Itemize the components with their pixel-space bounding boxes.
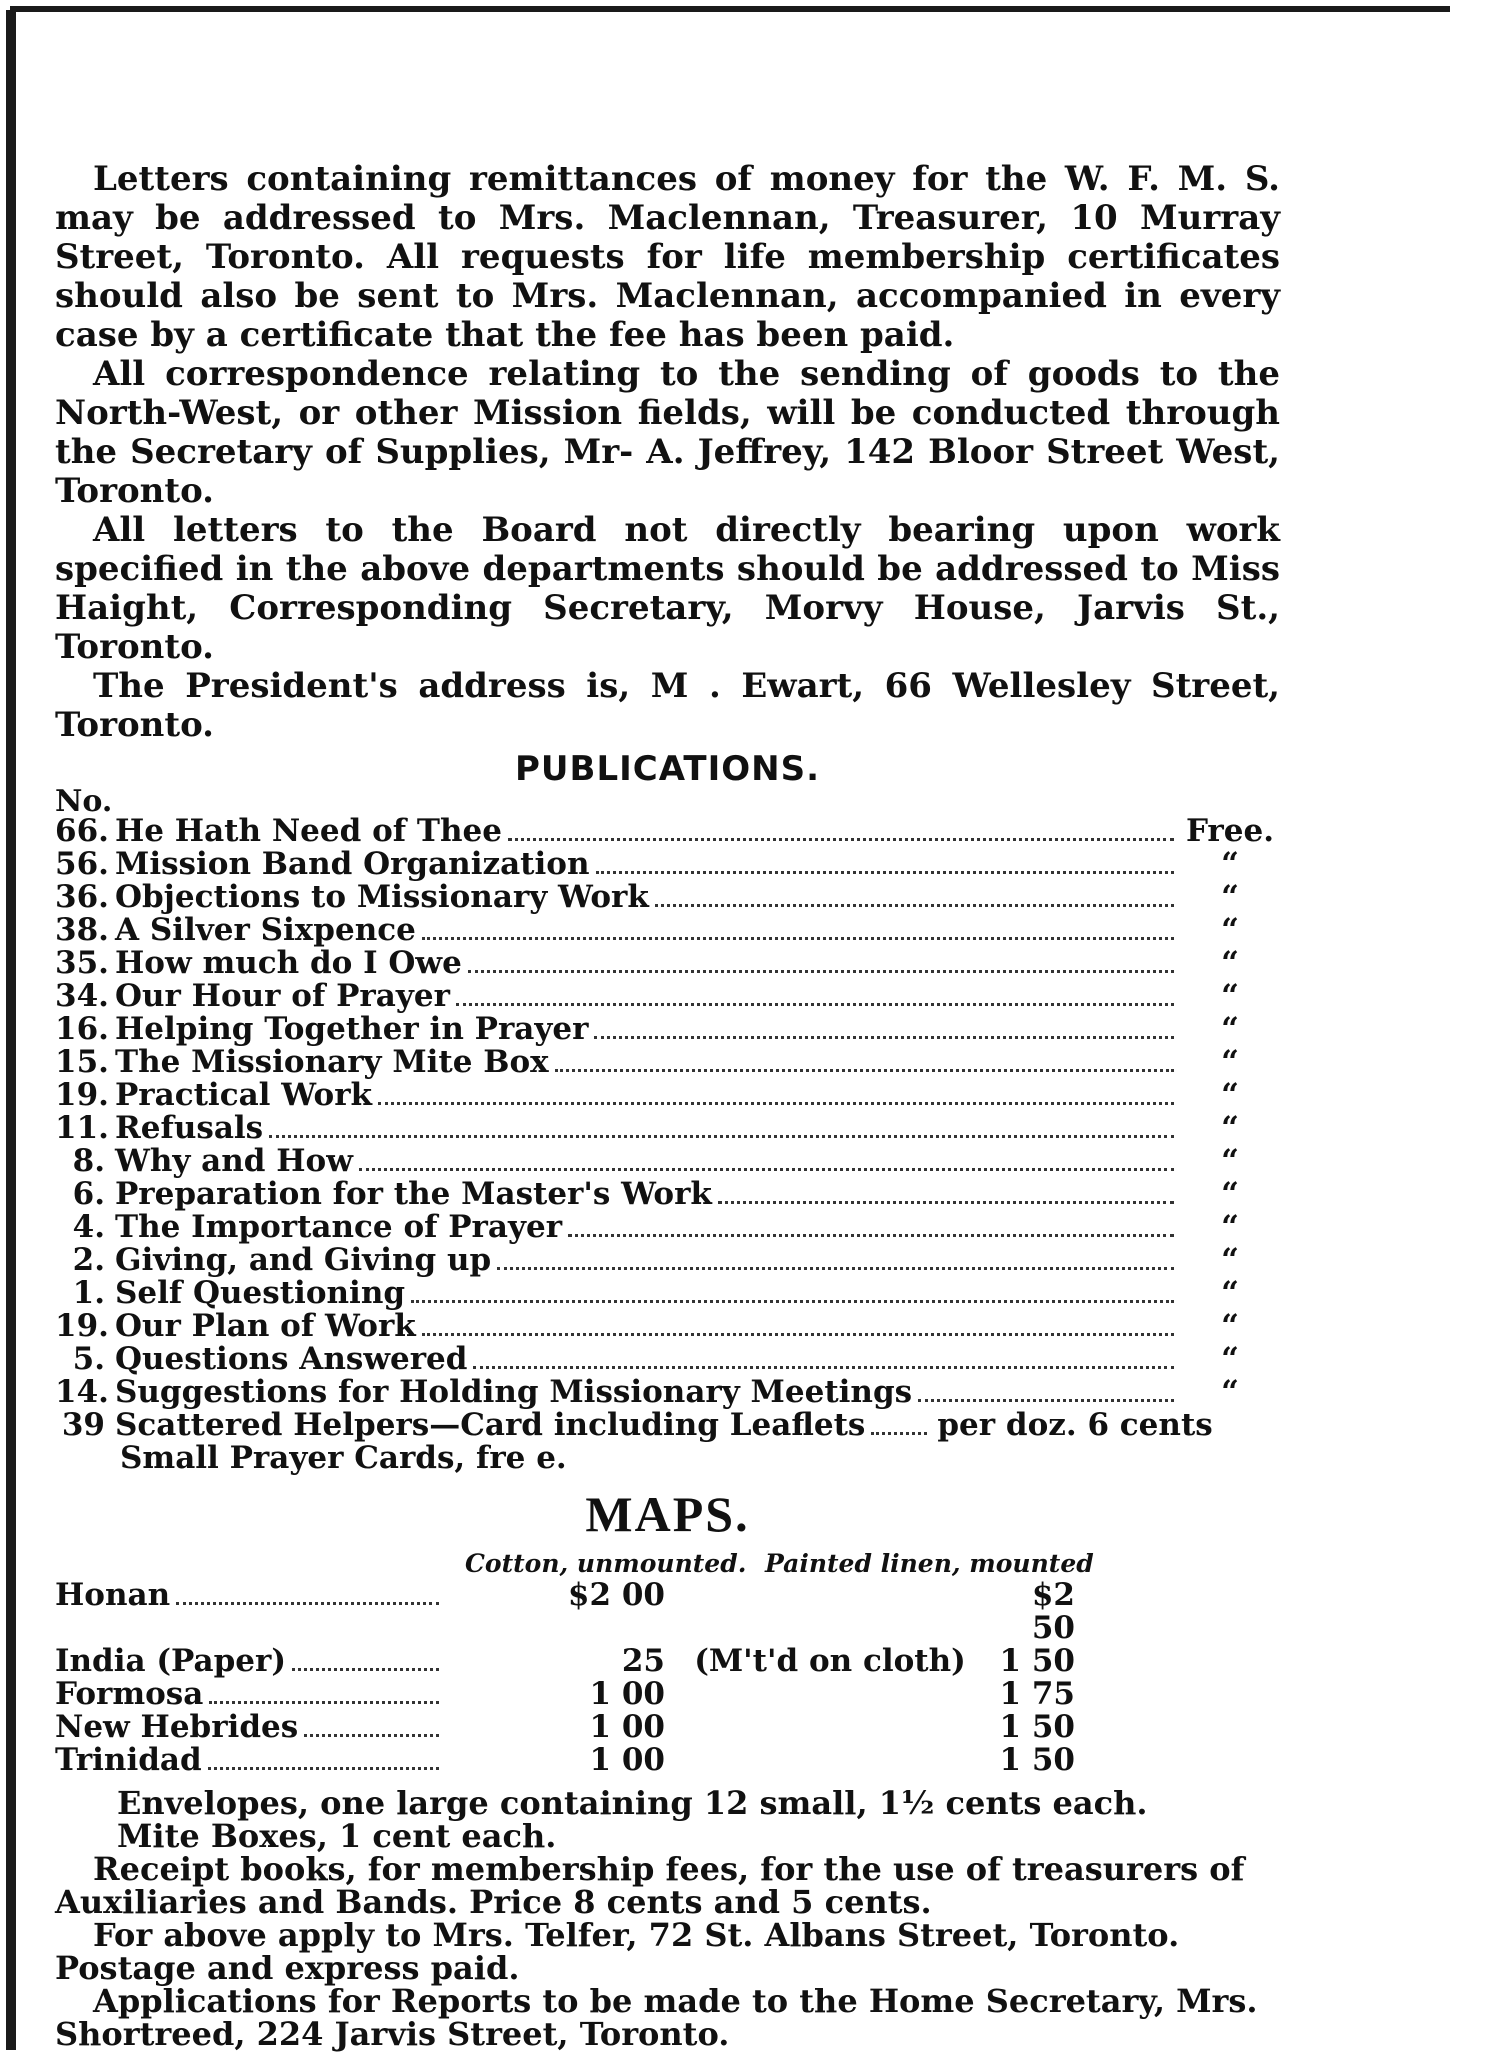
publication-number: 4.	[72, 1209, 105, 1245]
publication-price: “	[1221, 1044, 1239, 1080]
notes-section	[55, 1784, 1280, 2053]
publications-title: PUBLICATIONS.	[515, 749, 820, 789]
publication-number: 16.	[55, 1011, 109, 1047]
dot-leader	[359, 1168, 1174, 1171]
publication-item	[55, 815, 1280, 848]
dot-leader	[718, 1201, 1174, 1204]
publication-title: Questions Answered	[115, 1341, 468, 1377]
maps-table	[55, 1579, 1280, 1777]
publication-number: 56.	[55, 846, 109, 882]
publication-price: “	[1221, 1374, 1239, 1410]
publication-item	[55, 1145, 1280, 1178]
dot-leader	[422, 1333, 1174, 1336]
intro-paragraph-board: All letters to the Board not directly bearing upon work specified in the above departments should be addressed to Miss Haight, Corresponding Secretary, Morvy House, Jarvis St., Toronto.	[55, 510, 1280, 667]
map-name-cell	[55, 1645, 445, 1678]
publication-price: “	[1221, 846, 1239, 882]
maps-title: MAPS.	[585, 1486, 750, 1542]
publication-item	[55, 1013, 1280, 1046]
dot-leader	[918, 1399, 1174, 1402]
dot-leader	[411, 1300, 1174, 1303]
intro-paragraph-president: The President's address is, M . Ewart, 66 Wellesley Street, Toronto.	[55, 666, 1280, 745]
publication-number: 14.	[55, 1374, 109, 1410]
publication-price: “	[1221, 945, 1239, 981]
map-cotton-price: 1 00	[589, 1709, 665, 1745]
map-cotton-price: 1 00	[589, 1676, 665, 1712]
publication-title: Mission Band Organization	[115, 846, 590, 882]
publication-price: “	[1221, 1110, 1239, 1146]
dot-leader	[208, 1767, 439, 1770]
publication-item	[55, 1343, 1280, 1376]
publication-item-39	[55, 1409, 1280, 1442]
publication-number: 66.	[55, 813, 109, 849]
maps-col-linen: Painted linen, mounted	[765, 1549, 1094, 1578]
dot-leader	[176, 1602, 439, 1605]
map-linen-price: 1 50	[999, 1709, 1075, 1745]
publication-item	[55, 947, 1280, 980]
publication-item	[55, 1310, 1280, 1343]
publication-title: The Missionary Mite Box	[115, 1044, 549, 1080]
publication-number: 2.	[72, 1242, 105, 1278]
map-name: Trinidad	[55, 1742, 202, 1778]
publication-title: He Hath Need of Thee	[115, 813, 502, 849]
publication-title: Why and How	[115, 1143, 353, 1179]
publication-price: “	[1221, 1275, 1239, 1311]
publication-item	[55, 1178, 1280, 1211]
publication-title: Refusals	[115, 1110, 264, 1146]
intro-paragraph-treasurer: Letters containing remittances of money for the W. F. M. S. may be addressed to Mrs. Maclennan, Treasurer, 10 Murray Street, Toronto. All requests for life membership certificates should also be sent to Mrs. Maclennan, accompanied in every case by a certificate that the fee has been paid.	[55, 159, 1280, 355]
map-linen-price: 1 50	[999, 1643, 1075, 1679]
dot-leader	[269, 1135, 1174, 1138]
dot-leader	[568, 1234, 1174, 1237]
map-row	[55, 1645, 1280, 1678]
publication-title: Giving, and Giving up	[115, 1242, 492, 1278]
dot-leader	[508, 838, 1174, 841]
apply-note: For above apply to Mrs. Telfer, 72 St. Albans Street, Toronto. Postage and express paid.	[55, 1916, 1180, 1987]
map-row	[55, 1678, 1280, 1711]
map-name: Honan	[55, 1577, 171, 1613]
publication-price: “	[1221, 1341, 1239, 1377]
map-cotton-price: 25	[621, 1643, 665, 1679]
publication-item	[55, 1079, 1280, 1112]
dot-leader	[378, 1102, 1174, 1105]
map-name-cell	[55, 1678, 445, 1711]
publication-price: “	[1221, 1077, 1239, 1113]
publication-price: “	[1221, 978, 1239, 1014]
map-name-cell	[55, 1711, 445, 1744]
publication-number: 5.	[72, 1341, 105, 1377]
publication-price: “	[1221, 879, 1239, 915]
dot-leader	[292, 1668, 439, 1671]
publication-price: “	[1221, 1011, 1239, 1047]
publication-number: 36.	[55, 879, 109, 915]
publication-title: Suggestions for Holding Missionary Meetings	[115, 1374, 913, 1410]
map-row	[55, 1711, 1280, 1744]
map-name-cell	[55, 1579, 445, 1612]
publication-price: per doz. 6 cents	[937, 1407, 1213, 1443]
map-name: India (Paper)	[55, 1643, 287, 1679]
publication-number: 11.	[55, 1110, 109, 1146]
map-cotton-price: 1 00	[589, 1742, 665, 1778]
publication-item	[55, 1211, 1280, 1244]
dot-leader	[209, 1701, 439, 1704]
publication-item	[55, 1112, 1280, 1145]
publication-number: 8.	[72, 1143, 105, 1179]
dot-leader	[871, 1432, 927, 1435]
publication-number: 35.	[55, 945, 109, 981]
publication-number: 34.	[55, 978, 109, 1014]
publication-number: 15.	[55, 1044, 109, 1080]
publication-title: Preparation for the Master's Work	[115, 1176, 712, 1212]
dot-leader	[497, 1267, 1174, 1270]
dot-leader	[456, 1003, 1174, 1006]
publications-no-label: No.	[55, 784, 113, 819]
publication-number: 38.	[55, 912, 109, 948]
intro-section	[55, 160, 1280, 745]
publication-item	[55, 1376, 1280, 1409]
maps-col-cotton: Cotton, unmounted.	[465, 1549, 747, 1578]
publication-price: Free.	[1185, 813, 1275, 849]
publication-title: A Silver Sixpence	[115, 912, 416, 948]
dot-leader	[473, 1366, 1174, 1369]
dot-leader	[304, 1734, 439, 1737]
map-name-cell	[55, 1744, 445, 1777]
publication-number: 19.	[55, 1308, 109, 1344]
publication-price: “	[1221, 1308, 1239, 1344]
map-note: (M't'd on cloth)	[694, 1643, 966, 1679]
publication-title: Practical Work	[115, 1077, 373, 1113]
publication-price: “	[1221, 1209, 1239, 1245]
publication-number: 39	[61, 1407, 105, 1443]
publication-title: Helping Together in Prayer	[115, 1011, 589, 1047]
publication-title: The Importance of Prayer	[115, 1209, 563, 1245]
intro-paragraph-supplies: All correspondence relating to the sending of goods to the North-West, or other Mission fields, will be conducted through the Secretary of Supplies, Mr- A. Jeffrey, 142 Bloor Street West, Toronto.	[55, 354, 1280, 511]
publication-price: “	[1221, 1242, 1239, 1278]
reports-note: Applications for Reports to be made to the Home Secretary, Mrs. Shortreed, 224 Jarvis Street, Toronto.	[55, 1982, 1258, 2053]
dot-leader	[596, 871, 1175, 874]
dot-leader	[594, 1036, 1174, 1039]
publication-number: 19.	[55, 1077, 109, 1113]
publication-title: Our Hour of Prayer	[115, 978, 450, 1014]
publication-item	[55, 881, 1280, 914]
publication-title: Our Plan of Work	[115, 1308, 416, 1344]
map-name: New Hebrides	[55, 1709, 299, 1745]
dot-leader	[655, 904, 1174, 907]
publication-price: “	[1221, 912, 1239, 948]
left-border-rule	[6, 10, 16, 2050]
map-linen-price: 1 75	[999, 1676, 1075, 1712]
receipt-books-note: Receipt books, for membership fees, for the use of treasurers of Auxiliaries and Bands. Price 8 cents and 5 cents.	[55, 1850, 1245, 1921]
map-row	[55, 1744, 1280, 1777]
dot-leader	[468, 970, 1174, 973]
publication-number: 1.	[72, 1275, 105, 1311]
publication-price: “	[1221, 1176, 1239, 1212]
dot-leader	[555, 1069, 1174, 1072]
small-prayer-cards: Small Prayer Cards, fre e.	[120, 1440, 567, 1476]
publication-title: How much do I Owe	[115, 945, 462, 981]
mite-boxes-note: Mite Boxes, 1 cent each.	[117, 1817, 557, 1855]
map-row	[55, 1579, 1280, 1645]
publication-title: Objections to Missionary Work	[115, 879, 649, 915]
maps-column-headers	[55, 1549, 1280, 1579]
publication-title: Scattered Helpers—Card including Leaflets	[115, 1407, 866, 1443]
publication-price: “	[1221, 1143, 1239, 1179]
map-cotton-price: $2 00	[567, 1577, 665, 1613]
top-border-rule	[10, 6, 1450, 12]
map-linen-price: 1 50	[999, 1742, 1075, 1778]
publication-title: Self Questioning	[115, 1275, 406, 1311]
publication-item	[55, 1046, 1280, 1079]
publication-item	[55, 848, 1280, 881]
envelopes-note: Envelopes, one large containing 12 small, 1½ cents each.	[117, 1784, 1148, 1822]
publication-item	[55, 980, 1280, 1013]
map-name: Formosa	[55, 1676, 204, 1712]
publications-list	[55, 815, 1280, 1409]
publication-item	[55, 914, 1280, 947]
document-page	[55, 160, 1280, 2051]
publication-item	[55, 1277, 1280, 1310]
publication-item	[55, 1244, 1280, 1277]
map-linen-price: $2 50	[1031, 1577, 1075, 1646]
publication-number: 6.	[72, 1176, 105, 1212]
dot-leader	[422, 937, 1174, 940]
